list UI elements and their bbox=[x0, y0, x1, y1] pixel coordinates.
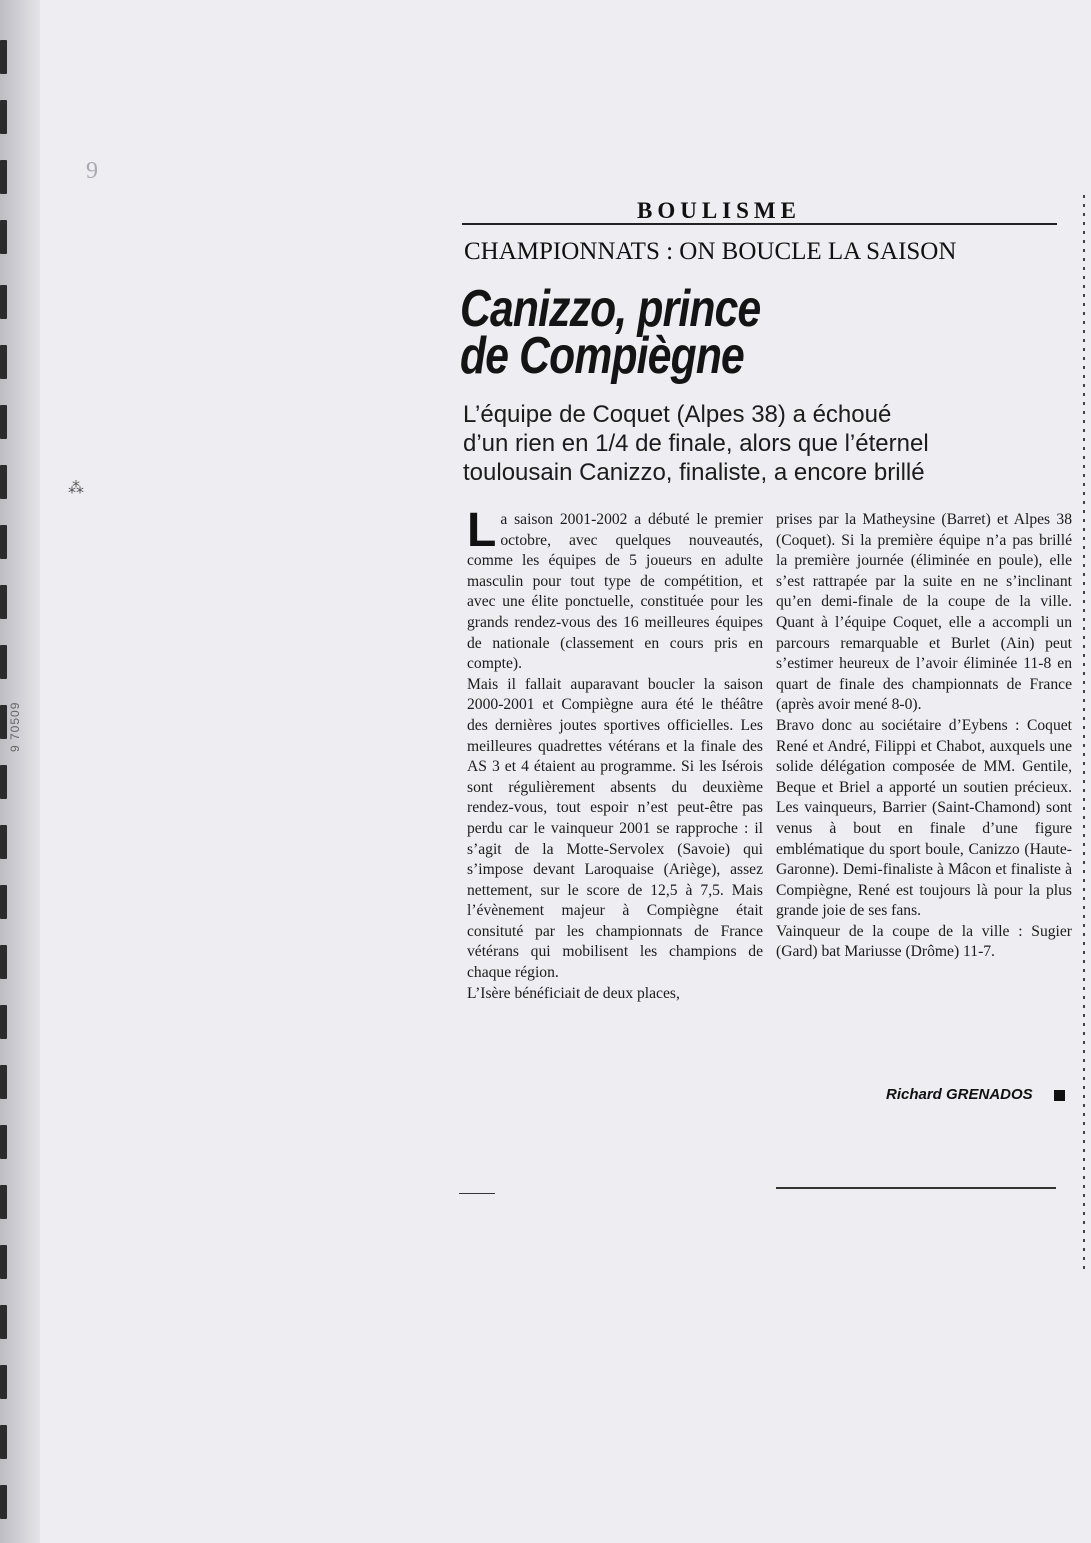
paragraph: L’Isère bénéficiait de deux places, bbox=[467, 984, 680, 1002]
binder-tab bbox=[0, 1305, 7, 1339]
binder-tab bbox=[0, 585, 7, 619]
binder-tab bbox=[0, 1425, 7, 1459]
article-headline bbox=[460, 280, 788, 385]
binder-tab bbox=[0, 1485, 7, 1519]
end-mark-icon bbox=[1054, 1090, 1065, 1101]
paragraph: prises par la Matheysine (Barret) et Alpes 38 (Coquet). Si la première équipe n’a pas brillé la première journée (éliminée en poule), elle s’est rattrapée par la suite en ne s’inclinant qu’en demi-finale de la coupe de la ville. Quant à l’équipe Coquet, elle a accompli un parcours remarquable et Burlet (Ain) peut s’estimer heureux de l’avoir éliminée 11-8 en quart de finale des championnats de France (après avoir mené 8-0). bbox=[776, 511, 1072, 714]
binder-tab bbox=[0, 1125, 7, 1159]
author-signature: Richard GRENADOS bbox=[886, 1086, 1033, 1103]
footer-rule bbox=[459, 1193, 495, 1194]
binder-tab bbox=[0, 645, 7, 679]
corner-mark: 9 bbox=[86, 158, 98, 184]
binder-tab bbox=[0, 345, 7, 379]
section-label: BOULISME bbox=[637, 198, 801, 223]
binder-tab bbox=[0, 525, 7, 559]
subhead-line: L’équipe de Coquet (Alpes 38) a échoué bbox=[463, 401, 892, 428]
binder-tab bbox=[0, 885, 7, 919]
article-column-left bbox=[467, 504, 763, 1004]
headline-line: Canizzo, prince bbox=[460, 280, 761, 338]
paragraph: Bravo donc au sociétaire d’Eybens : Coquet René et André, Filippi et Chabot, auxquels une solide délégation composée de MM. Gentile, Beque et Briel a apporté un soutien précieux. Les vainqueurs, Barrier (Saint-Chamond) sont venus à bout en finale d’une figure emblématique du sport boule, Canizzo (Haute-Garonne). Demi-finaliste à Mâcon et finaliste à Compiègne, René est toujours là pour la plus grande joie de ses fans. bbox=[776, 716, 1072, 920]
binder-tab bbox=[0, 945, 7, 979]
section-rule bbox=[462, 223, 1057, 225]
paragraph: Vainqueur de la coupe de la ville : Sugier (Gard) bat Mariusse (Drôme) 11-7. bbox=[776, 922, 1072, 961]
headline-line: de Compiègne bbox=[460, 327, 744, 385]
perforation-dots bbox=[1083, 195, 1085, 1275]
subhead-line: d’un rien en 1/4 de finale, alors que l’éternel bbox=[463, 430, 929, 457]
paragraph: a saison 2001-2002 a débuté le premier octobre, avec quelques nouveautés, comme les équipes de 5 joueurs en adulte masculin pour tout type de compétition, et avec une élite ponctuelle, constituée pour les grands rendez-vous des 16 meilleures équipes de nationale (classement en cours pris en compte). bbox=[467, 511, 763, 673]
binder-tab bbox=[0, 160, 7, 194]
binder-tab bbox=[0, 1245, 7, 1279]
paragraph: Mais il fallait auparavant boucler la saison 2000-2001 et Compiègne aura été le théâtre des dernières joutes sportives officielles. Les meilleures quadrettes vétérans et la finale des AS 3 et 4 étaient au programme. Si les Isérois sont régulièrement absents du deuxième rendez-vous, tout espoir n’est peut-être pas perdu car le vainqueur 2001 se rapproche : il s’agit de la Motte-Servolex (Savoie) qui s’impose devant Laroquaise (Ariège), assez nettement, sur le score de 12,5 à 7,5. Mais l’évènement majeur à Compiègne était consituté par les championnats de France vétérans qui mobilisent les champions de chaque région. bbox=[467, 675, 763, 982]
subhead-line: toulousain Canizzo, finaliste, a encore brillé bbox=[463, 459, 925, 486]
binder-tab bbox=[0, 285, 7, 319]
binder-tab bbox=[0, 1185, 7, 1219]
drop-cap: L bbox=[467, 504, 497, 557]
binder-tab bbox=[0, 705, 7, 739]
binder-tab bbox=[0, 765, 7, 799]
binder-tab bbox=[0, 825, 7, 859]
binder-tab bbox=[0, 40, 7, 74]
footer-rule bbox=[776, 1187, 1056, 1189]
binder-tab bbox=[0, 100, 7, 134]
article-subhead bbox=[463, 400, 1073, 487]
article-kicker: CHAMPIONNATS : ON BOUCLE LA SAISON bbox=[464, 238, 957, 265]
binder-tab bbox=[0, 220, 7, 254]
ink-speck-icon: ⁂ bbox=[68, 478, 84, 497]
article-column-right bbox=[776, 510, 1072, 963]
binder-tab bbox=[0, 1365, 7, 1399]
binder-strip bbox=[0, 0, 40, 1543]
binder-tab bbox=[0, 1005, 7, 1039]
binder-tab bbox=[0, 1065, 7, 1099]
binder-tab bbox=[0, 465, 7, 499]
binder-code: 9 70509 bbox=[8, 701, 22, 752]
binder-tab bbox=[0, 405, 7, 439]
